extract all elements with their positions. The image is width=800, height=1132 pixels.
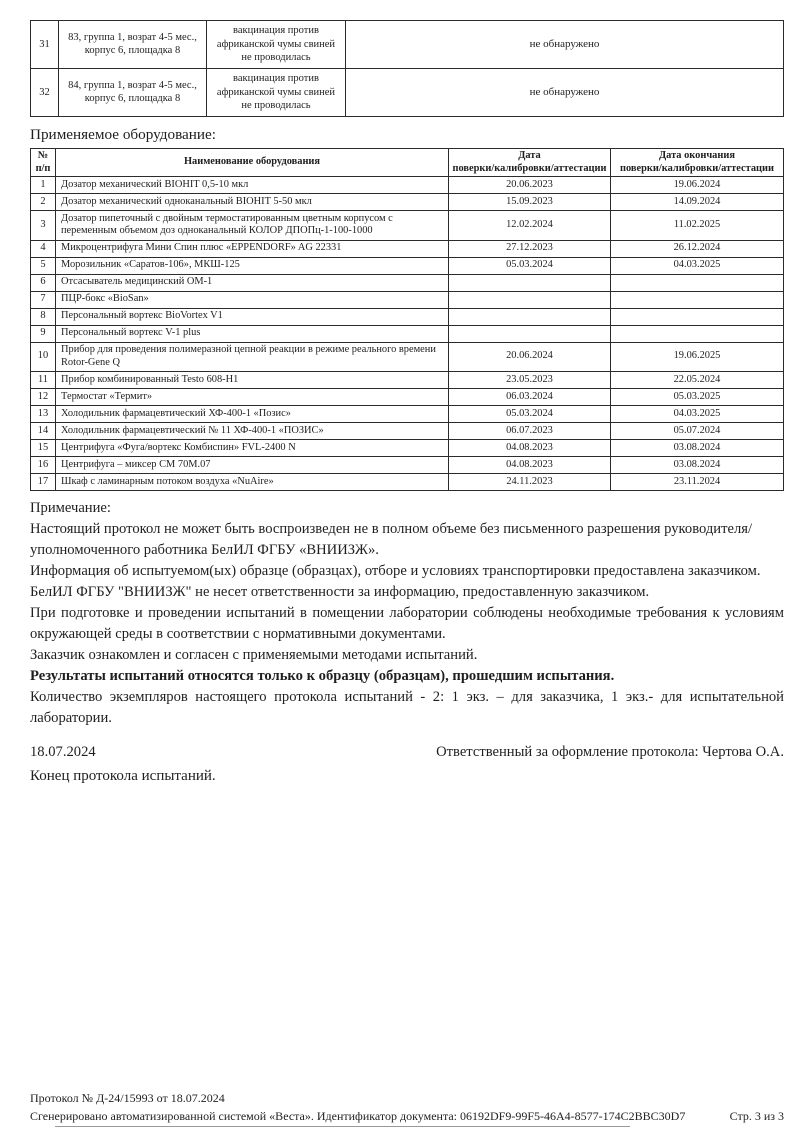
sample-result: не обнаружено [346, 68, 784, 116]
equipment-calibration-date: 04.08.2023 [449, 439, 611, 456]
protocol-date: 18.07.2024 [30, 743, 96, 760]
page-footer [30, 1091, 784, 1124]
equipment-calibration-end-date: 04.03.2025 [611, 405, 784, 422]
equipment-name: Дозатор механический одноканальный BIOHIT 5-50 мкл [56, 194, 449, 211]
equipment-number: 5 [31, 257, 56, 274]
equipment-calibration-date: 20.06.2024 [449, 342, 611, 371]
note-paragraph-responsibility: БелИЛ ФГБУ "ВНИИЗЖ" не несет ответственности за информацию, предоставленную заказчиком. [30, 583, 650, 600]
col-header-date-end-line2: поверки/калибровки/аттестации [620, 162, 774, 174]
footer-protocol-number: Протокол № Д-24/15993 от 18.07.2024 [30, 1091, 225, 1105]
equipment-row [31, 439, 784, 456]
equipment-calibration-date: 23.05.2023 [449, 371, 611, 388]
footer-scan-line [55, 1126, 630, 1127]
equipment-calibration-end-date: 14.09.2024 [611, 194, 784, 211]
equipment-number: 1 [31, 177, 56, 194]
col-header-number-line1: № [37, 149, 49, 161]
note-paragraph-sample-info: Информация об испытуемом(ых) образце (образцах), отборе и условиях транспортировки предоставлена заказчиком. [30, 562, 761, 579]
equipment-row [31, 388, 784, 405]
equipment-calibration-date: 27.12.2023 [449, 240, 611, 257]
equipment-calibration-date: 24.11.2023 [449, 473, 611, 490]
equipment-name: Шкаф с ламинарным потоком воздуха «NuAire» [56, 473, 449, 490]
equipment-row [31, 177, 784, 194]
equipment-number: 17 [31, 473, 56, 490]
equipment-row [31, 211, 784, 240]
equipment-number: 9 [31, 325, 56, 342]
equipment-number: 6 [31, 274, 56, 291]
sample-vaccination-info: вакцинация против африканской чумы свиней не проводилась [207, 68, 346, 116]
sample-number: 31 [31, 21, 59, 69]
equipment-name: Прибор для проведения полимеразной цепной реакции в режиме реального времени Rotor-Gene Q [56, 342, 449, 371]
equipment-calibration-end-date: 19.06.2024 [611, 177, 784, 194]
equipment-number: 10 [31, 342, 56, 371]
col-header-date-line1: Дата [518, 149, 541, 161]
equipment-name: Прибор комбинированный Testo 608-H1 [56, 371, 449, 388]
equipment-number: 4 [31, 240, 56, 257]
sample-result: не обнаружено [346, 21, 784, 69]
equipment-name: Холодильник фармацевтический № 11 ХФ-400-1 «ПОЗИС» [56, 422, 449, 439]
sample-description: 84, группа 1, возрат 4-5 мес., корпус 6, площадка 8 [59, 68, 207, 116]
equipment-row [31, 308, 784, 325]
equipment-name: Отсасыватель медицинский ОМ-1 [56, 274, 449, 291]
equipment-number: 12 [31, 388, 56, 405]
equipment-row [31, 405, 784, 422]
equipment-name: Персональный вортекс BioVortex V1 [56, 308, 449, 325]
equipment-calibration-date: 06.03.2024 [449, 388, 611, 405]
col-header-date [449, 148, 611, 176]
sample-description: 83, группа 1, возрат 4-5 мес., корпус 6, площадка 8 [59, 21, 207, 69]
equipment-calibration-end-date: 03.08.2024 [611, 439, 784, 456]
col-header-date-end [611, 148, 784, 176]
equipment-name: Центрифуга – миксер СМ 70М.07 [56, 456, 449, 473]
equipment-calibration-date: 15.09.2023 [449, 194, 611, 211]
equipment-row [31, 371, 784, 388]
equipment-number: 14 [31, 422, 56, 439]
equipment-name: Морозильник «Саратов-106», МКШ-125 [56, 257, 449, 274]
notes-title: Примечание: [30, 499, 111, 516]
equipment-number: 7 [31, 291, 56, 308]
equipment-calibration-end-date [611, 308, 784, 325]
equipment-calibration-date: 05.03.2024 [449, 405, 611, 422]
equipment-calibration-end-date: 05.03.2025 [611, 388, 784, 405]
signoff-row [30, 744, 784, 761]
note-paragraph-environment: При подготовке и проведении испытаний в помещении лаборатории соблюдены необходимые требования к условиям окружающей среды в соответствии с нормативными документами. [30, 604, 784, 642]
equipment-row [31, 473, 784, 490]
note-paragraph-results-scope: Результаты испытаний относятся только к образцу (образцам), прошедшим испытания. [30, 667, 615, 684]
equipment-name: Дозатор механический BIOHIT 0,5-10 мкл [56, 177, 449, 194]
equipment-number: 16 [31, 456, 56, 473]
equipment-calibration-date [449, 325, 611, 342]
equipment-section-title: Применяемое оборудование: [30, 125, 217, 143]
sample-results-table [30, 20, 784, 117]
col-header-name: Наименование оборудования [56, 148, 449, 176]
equipment-row [31, 422, 784, 439]
equipment-number: 13 [31, 405, 56, 422]
col-header-number [31, 148, 56, 176]
equipment-calibration-date: 05.03.2024 [449, 257, 611, 274]
equipment-number: 3 [31, 211, 56, 240]
footer-page-number: Стр. 3 из 3 [729, 1109, 784, 1123]
equipment-name: Персональный вортекс V-1 plus [56, 325, 449, 342]
equipment-calibration-end-date [611, 291, 784, 308]
footer-generated-info: Сгенерировано автоматизированной системой «Веста». Идентификатор документа: 06192DF9-99F5-46A4-8577-174C2BBC30D7 [30, 1109, 686, 1123]
sample-vaccination-info: вакцинация против африканской чумы свиней не проводилась [207, 21, 346, 69]
end-of-protocol-text: Конец протокола испытаний. [30, 767, 216, 784]
col-header-date-line2: поверки/калибровки/аттестации [452, 162, 607, 174]
equipment-row [31, 325, 784, 342]
responsible-person: Ответственный за оформление протокола: Чертова О.А. [436, 743, 784, 760]
equipment-name: ПЦР-бокс «BioSan» [56, 291, 449, 308]
equipment-row [31, 240, 784, 257]
equipment-row [31, 257, 784, 274]
equipment-calibration-end-date: 26.12.2024 [611, 240, 784, 257]
equipment-calibration-date [449, 308, 611, 325]
equipment-calibration-end-date: 11.02.2025 [611, 211, 784, 240]
equipment-calibration-end-date [611, 274, 784, 291]
equipment-calibration-end-date: 22.05.2024 [611, 371, 784, 388]
note-paragraph-customer-agreement: Заказчик ознакомлен и согласен с применяемыми методами испытаний. [30, 646, 478, 663]
equipment-name: Термостат «Термит» [56, 388, 449, 405]
equipment-row [31, 274, 784, 291]
equipment-name: Дозатор пипеточный с двойным термостатированным цветным корпусом с переменным объемом доз одноканальный КОЛОР ДПОПц-1-100-1000 [56, 211, 449, 240]
equipment-name: Микроцентрифуга Мини Спин плюс «EPPENDORF» AG 22331 [56, 240, 449, 257]
equipment-calibration-date: 06.07.2023 [449, 422, 611, 439]
equipment-calibration-date: 20.06.2023 [449, 177, 611, 194]
equipment-row [31, 342, 784, 371]
equipment-calibration-date [449, 274, 611, 291]
equipment-calibration-date [449, 291, 611, 308]
equipment-calibration-date: 12.02.2024 [449, 211, 611, 240]
equipment-calibration-date: 04.08.2023 [449, 456, 611, 473]
sample-number: 32 [31, 68, 59, 116]
equipment-calibration-end-date: 23.11.2024 [611, 473, 784, 490]
equipment-number: 11 [31, 371, 56, 388]
equipment-calibration-end-date: 19.06.2025 [611, 342, 784, 371]
sample-row [31, 21, 784, 69]
sample-row [31, 68, 784, 116]
col-header-date-end-line1: Дата окончания [659, 149, 735, 161]
equipment-calibration-end-date: 04.03.2025 [611, 257, 784, 274]
equipment-header-row [31, 148, 784, 176]
equipment-row [31, 291, 784, 308]
equipment-calibration-end-date: 05.07.2024 [611, 422, 784, 439]
equipment-calibration-end-date: 03.08.2024 [611, 456, 784, 473]
equipment-table [30, 148, 784, 491]
note-paragraph-reproduction: Настоящий протокол не может быть воспроизведен не в полном объеме без письменного разрешения руководителя/уполномоченного работника БелИЛ ФГБУ «ВНИИЗЖ». [30, 520, 753, 558]
note-paragraph-copies: Количество экземпляров настоящего протокола испытаний - 2: 1 экз. – для заказчика, 1 экз.- для испытательной лаборатории. [30, 688, 784, 726]
equipment-calibration-end-date [611, 325, 784, 342]
col-header-number-line2: п/п [35, 162, 51, 174]
equipment-name: Центрифуга «Фуга/вортекс Комбиспин» FVL-2400 N [56, 439, 449, 456]
equipment-number: 8 [31, 308, 56, 325]
equipment-number: 2 [31, 194, 56, 211]
notes-section [30, 498, 784, 729]
equipment-number: 15 [31, 439, 56, 456]
equipment-name: Холодильник фармацевтический ХФ-400-1 «Позис» [56, 405, 449, 422]
equipment-row [31, 456, 784, 473]
equipment-row [31, 194, 784, 211]
